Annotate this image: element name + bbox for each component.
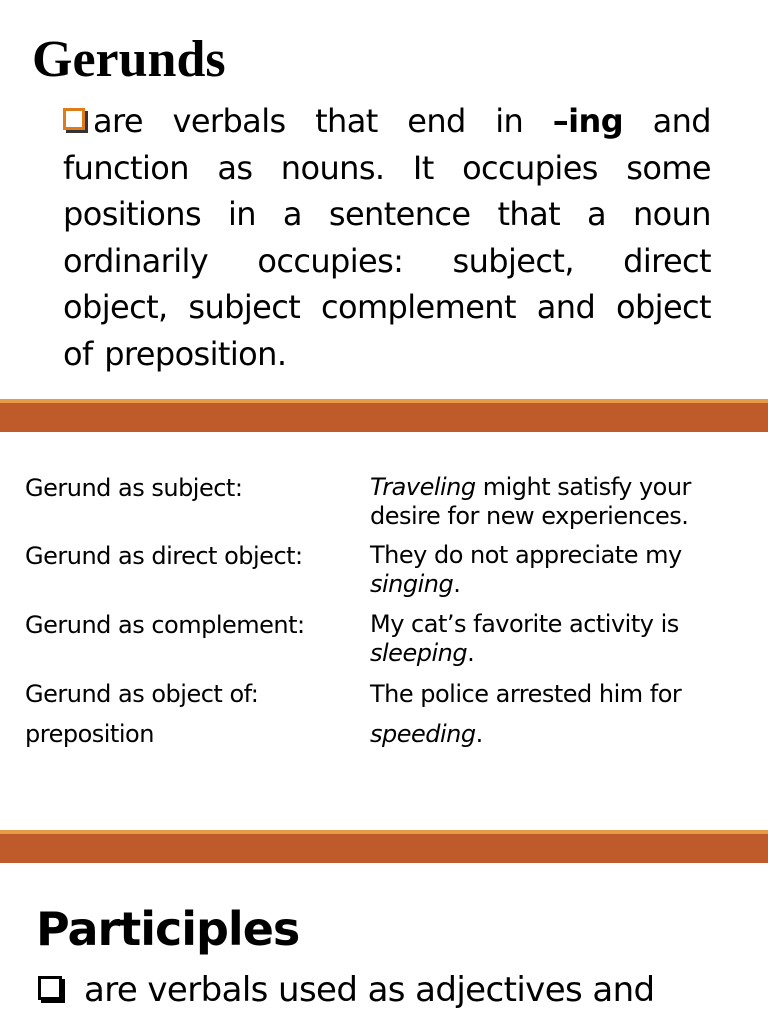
gerund-word: Traveling: [370, 473, 476, 501]
sentence-end: .: [475, 720, 483, 748]
example-sentence: [370, 610, 760, 668]
definition-suffix-bold: –ing: [552, 102, 624, 140]
slide-divider: [0, 830, 768, 863]
example-label: Gerund as complement:: [25, 611, 305, 639]
slide-title: Participles: [36, 902, 300, 956]
definition-text-start: are verbals that end in: [93, 102, 553, 140]
gerund-word: singing: [370, 570, 454, 598]
definition-text: are verbals used as adjectives and: [84, 970, 655, 1010]
sentence-start: They do not appreciate my: [370, 541, 682, 569]
example-sentence: [370, 674, 760, 754]
example-label: Gerund as direct object:: [25, 542, 303, 570]
gerund-word: sleeping: [370, 639, 468, 667]
square-bullet-icon: [63, 108, 85, 130]
participle-definition-bullet: [38, 967, 758, 1013]
sentence-end: .: [453, 570, 461, 598]
gerund-word: speeding: [370, 720, 476, 748]
sentence-rest: might satisfy your desire for new experiences.: [370, 473, 691, 530]
sentence-start: The police arrested him for: [370, 680, 682, 708]
example-label: Gerund as subject:: [25, 474, 243, 502]
gerunds-slide: [0, 0, 768, 400]
slide-title: Gerunds: [32, 31, 226, 88]
sentence-end: .: [467, 639, 475, 667]
example-sentence: [370, 541, 760, 599]
example-sentence: [370, 473, 760, 531]
sentence-start: My cat’s favorite activity is: [370, 610, 679, 638]
gerund-definition-bullet: [63, 98, 711, 377]
slide-divider: [0, 399, 768, 432]
definition-text-end: and function as nouns. It occupies some positions in a sentence that a noun ordinarily occupies: subject, direct object, subject complement and object of preposition.: [63, 102, 711, 373]
example-label: Gerund as object of: preposition: [25, 680, 259, 748]
square-bullet-icon: [38, 976, 62, 1000]
gerund-examples-slide: [0, 432, 768, 830]
participles-slide: [0, 863, 768, 1024]
